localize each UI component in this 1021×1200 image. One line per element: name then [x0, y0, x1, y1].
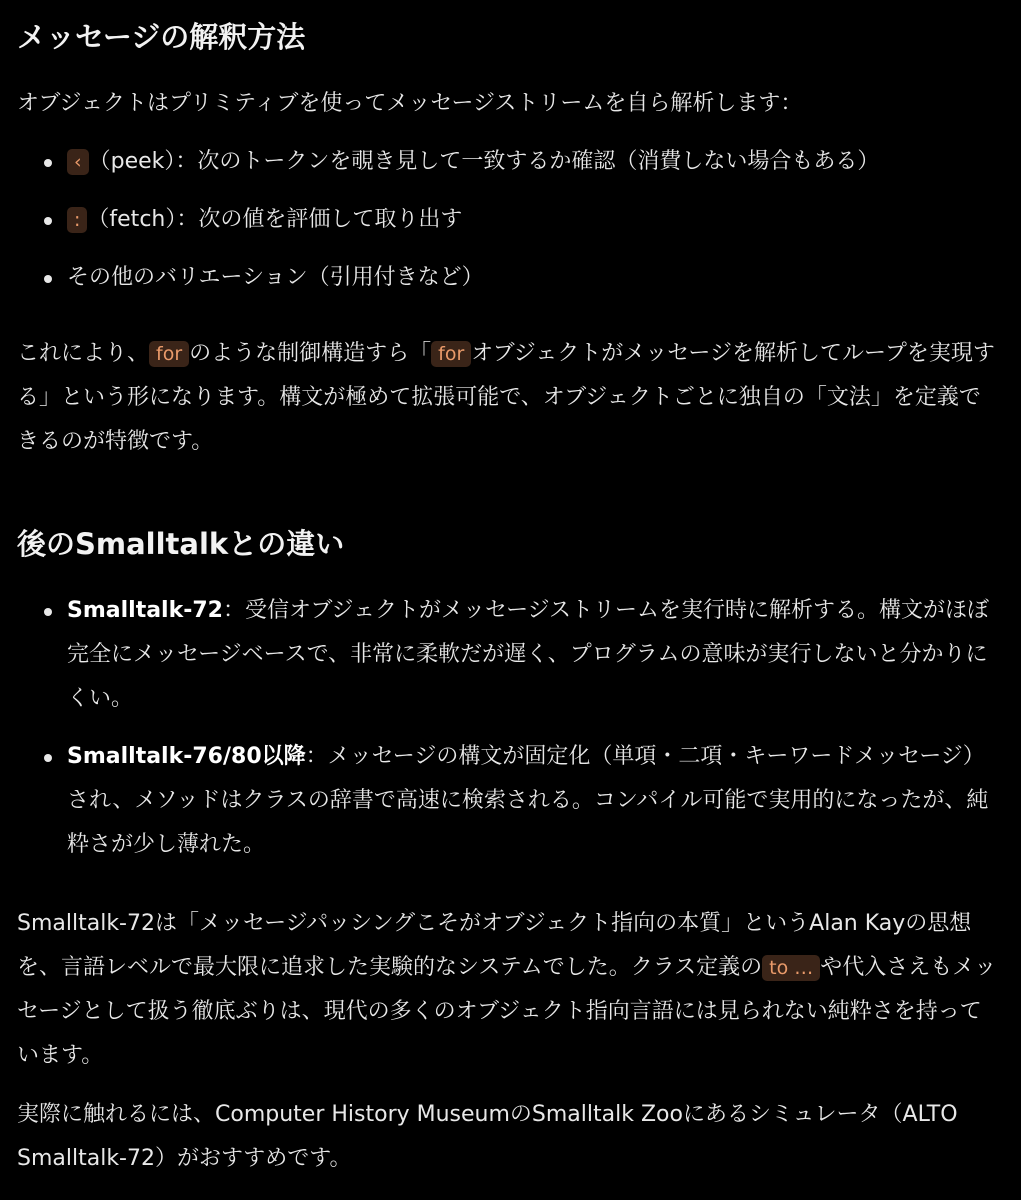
list-item-fetch — [17, 198, 1002, 256]
paragraph-text: や代入さえもメッセージとして扱う徹底ぶりは、現代の多くのオブジェクト指向言語には見られない純粋さを持っています。 — [17, 955, 997, 1068]
recommendation-paragraph: 実際に触れるには、Computer History MuseumのSmalltalk Zooにあるシミュレータ（ALTO Smalltalk-72）がおすすめです。 — [17, 1102, 958, 1171]
paragraph-text: のような制御構造すら「 — [189, 341, 432, 366]
list-item-peek — [17, 140, 1002, 198]
list-item-text: （peek）：次のトークンを覗き見して一致するか確認（消費しない場合もある） — [88, 149, 880, 174]
inline-code-peek: ‹ — [67, 149, 89, 175]
paragraph-text: オブジェクトがメッセージを解析してループを実現する」という形になります。構文が極めて拡張可能で、オブジェクトごとに独自の「文法」を定義できるのが特徴です。 — [17, 341, 995, 454]
list-item-other — [17, 256, 1002, 314]
inline-code-fetch: : — [67, 207, 87, 233]
section-heading-message-interpretation: メッセージの解釈方法 — [17, 20, 306, 54]
intro-paragraph: オブジェクトはプリミティブを使ってメッセージストリームを自ら解析します： — [17, 91, 803, 116]
paragraph-text: Smalltalk-72は「メッセージパッシングこそがオブジェクト指向の本質」というAlan Kayの思想を、言語レベルで最大限に追求した実験的なシステムでした。クラス定義の — [17, 911, 972, 980]
bullet-icon — [44, 608, 52, 616]
list-item-text: ：受信オブジェクトがメッセージストリームを実行時に解析する。構文がほぼ完全にメッセージベースで、非常に柔軟だが遅く、プログラムの意味が実行しないと分かりにくい。 — [67, 598, 990, 711]
bullet-icon — [44, 275, 52, 283]
list-item-text: （fetch）：次の値を評価して取り出す — [87, 207, 463, 232]
list-item-smalltalk-76-80 — [17, 735, 1002, 885]
bullet-icon — [44, 159, 52, 167]
list-item-label: Smalltalk-76/80以降 — [67, 744, 306, 769]
list-item-text: ：メッセージの構文が固定化（単項・二項・キーワードメッセージ）され、メソッドはクラスの辞書で高速に検索される。コンパイル可能で実用的になったが、純粋さが少し薄れた。 — [67, 744, 989, 857]
list-item-text: その他のバリエーション（引用付きなど） — [67, 265, 484, 290]
inline-code-to: to … — [762, 955, 820, 981]
inline-code-for: for — [431, 341, 471, 367]
bullet-icon — [44, 217, 52, 225]
list-item-smalltalk-72 — [17, 589, 1002, 735]
inline-code-for: for — [149, 341, 189, 367]
summary-paragraph — [17, 902, 1002, 1078]
section-heading-differences: 後のSmalltalkとの違い — [17, 527, 345, 561]
list-item-label: Smalltalk-72 — [67, 598, 223, 623]
bullet-icon — [44, 754, 52, 762]
primitive-list — [17, 140, 1002, 314]
control-structure-paragraph — [17, 332, 1002, 464]
paragraph-text: これにより、 — [17, 341, 150, 366]
version-comparison-list — [17, 589, 1002, 885]
